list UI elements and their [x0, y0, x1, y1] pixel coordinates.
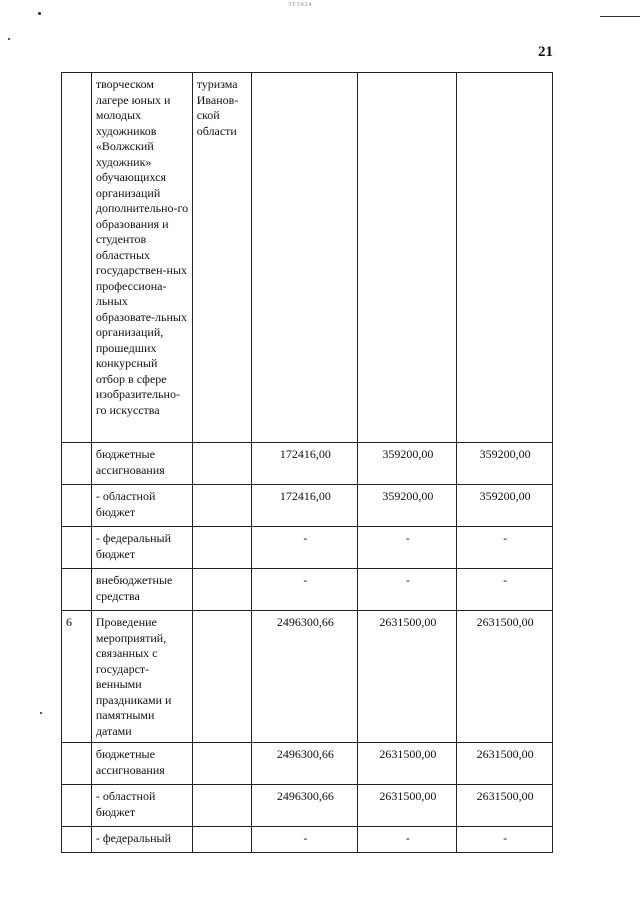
event-name-cell: творческом лагере юных и молодых художников «Волжский художник» обучающихся организаций дополнительно-го образования и студентов областных государствен-ных профессиона-льных образовате-льных организаций, прошедших конкурсный отбор в сфере изобразительно-го искусства — [91, 73, 192, 443]
funding-type-line: внебюджетные — [95, 573, 173, 587]
funding-type-line: бюджет — [95, 546, 136, 561]
executor-cell — [192, 611, 252, 743]
page-number: 21 — [538, 44, 553, 60]
funding-type-line: бюджетные — [95, 447, 155, 461]
funding-type-line: средства — [95, 588, 140, 603]
executor-cell — [192, 527, 252, 569]
scan-speck — [8, 38, 10, 40]
funding-type-cell — [91, 743, 192, 785]
funding-type-line: бюджет — [95, 504, 136, 519]
value-year3-cell: 359200,00 — [457, 485, 553, 527]
value-year2-cell: 359200,00 — [358, 443, 457, 485]
funding-type-cell — [91, 485, 192, 527]
funding-type-line: - федеральный — [95, 831, 172, 845]
value-year2-cell: 2631500,00 — [358, 743, 457, 785]
value-year2-cell: 2631500,00 — [358, 611, 457, 743]
value-year2-cell: 2631500,00 — [358, 785, 457, 827]
row-number-cell — [62, 569, 92, 611]
table-row — [62, 73, 553, 443]
funding-type-line: - областной — [95, 789, 156, 803]
value-year2-cell — [358, 73, 457, 443]
value-year1-cell: - — [252, 569, 358, 611]
value-year3-cell: 2631500,00 — [457, 743, 553, 785]
scan-edge-line — [600, 16, 640, 17]
row-number-cell — [62, 443, 92, 485]
table-row — [62, 611, 553, 743]
budget-table — [61, 72, 553, 853]
value-year2-cell: - — [358, 827, 457, 853]
row-number-cell — [62, 485, 92, 527]
value-year1-cell: 172416,00 — [252, 485, 358, 527]
value-year3-cell: 2631500,00 — [457, 785, 553, 827]
row-number-cell — [62, 827, 92, 853]
executor-cell: туризма Иванов-ской области — [192, 73, 252, 443]
table-row — [62, 827, 553, 853]
table-row — [62, 527, 553, 569]
funding-type-cell — [91, 443, 192, 485]
table-row — [62, 485, 553, 527]
funding-type-cell — [91, 527, 192, 569]
value-year3-cell: - — [457, 527, 553, 569]
value-year3-cell — [457, 73, 553, 443]
row-number-cell — [62, 73, 92, 443]
executor-cell — [192, 785, 252, 827]
scan-speck — [38, 12, 41, 15]
value-year3-cell: 2631500,00 — [457, 611, 553, 743]
value-year3-cell: - — [457, 569, 553, 611]
value-year1-cell: 172416,00 — [252, 443, 358, 485]
table-row — [62, 569, 553, 611]
value-year2-cell: 359200,00 — [358, 485, 457, 527]
value-year2-cell: - — [358, 527, 457, 569]
value-year1-cell: - — [252, 827, 358, 853]
executor-cell — [192, 443, 252, 485]
value-year1-cell: 2496300,66 — [252, 743, 358, 785]
value-year3-cell: - — [457, 827, 553, 853]
funding-type-line: бюджетные — [95, 747, 155, 761]
value-year1-cell: 2496300,66 — [252, 785, 358, 827]
executor-cell — [192, 743, 252, 785]
funding-type-cell — [91, 785, 192, 827]
value-year1-cell: - — [252, 527, 358, 569]
row-number-cell — [62, 743, 92, 785]
row-number-cell: 6 — [62, 611, 92, 743]
table-row — [62, 443, 553, 485]
table-row — [62, 743, 553, 785]
executor-cell — [192, 569, 252, 611]
value-year1-cell — [252, 73, 358, 443]
funding-type-line: ассигнования — [95, 462, 165, 477]
value-year2-cell: - — [358, 569, 457, 611]
value-year1-cell: 2496300,66 — [252, 611, 358, 743]
funding-type-line: ассигнования — [95, 762, 165, 777]
funding-type-cell — [91, 569, 192, 611]
row-number-cell — [62, 785, 92, 827]
executor-cell — [192, 827, 252, 853]
event-name-cell: Проведение мероприятий, связанных с государст-венными праздниками и памятными датами — [91, 611, 192, 743]
executor-cell — [192, 485, 252, 527]
row-number-cell — [62, 527, 92, 569]
table-row — [62, 785, 553, 827]
funding-type-line: - областной — [95, 489, 156, 503]
scan-speck — [40, 712, 42, 714]
scan-header-mark: ЗТ5024 — [288, 2, 313, 8]
funding-type-line: бюджет — [95, 804, 136, 819]
value-year3-cell: 359200,00 — [457, 443, 553, 485]
funding-type-cell — [91, 827, 192, 853]
funding-type-line: - федеральный — [95, 531, 172, 545]
